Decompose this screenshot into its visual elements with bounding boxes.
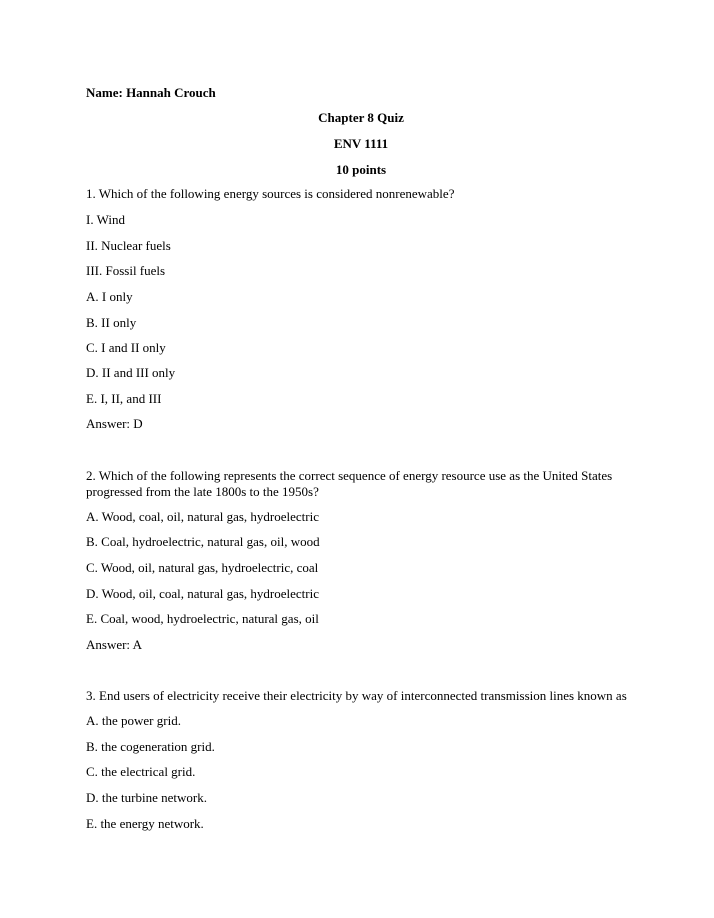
question-2-option: B. Coal, hydroelectric, natural gas, oil, wood	[86, 534, 320, 549]
course-code: ENV 1111	[333, 136, 389, 151]
question-2-text-line-1: 2. Which of the following represents the correct sequence of energy resource use as the United States	[86, 468, 613, 483]
question-3-option: B. the cogeneration grid.	[86, 739, 215, 754]
question-2-option: C. Wood, oil, natural gas, hydroelectric, coal	[86, 560, 319, 575]
question-2-option: D. Wood, oil, coal, natural gas, hydroelectric	[86, 586, 320, 601]
question-2-option: E. Coal, wood, hydroelectric, natural gas, oil	[86, 611, 319, 626]
question-2-option: A. Wood, coal, oil, natural gas, hydroelectric	[86, 509, 320, 524]
question-3-option: D. the turbine network.	[86, 790, 207, 805]
question-1-statement: II. Nuclear fuels	[86, 238, 171, 253]
question-1-option: C. I and II only	[86, 340, 166, 355]
question-3-option: A. the power grid.	[86, 713, 181, 728]
question-1-option: D. II and III only	[86, 365, 176, 380]
question-1-statement: I. Wind	[86, 212, 125, 227]
question-3-option: E. the energy network.	[86, 816, 204, 831]
question-1-answer: Answer: D	[86, 416, 143, 431]
quiz-title: Chapter 8 Quiz	[318, 110, 404, 125]
student-name: Name: Hannah Crouch	[86, 85, 216, 100]
question-3-option: C. the electrical grid.	[86, 764, 196, 779]
question-1-option: A. I only	[86, 289, 133, 304]
question-3-text: 3. End users of electricity receive their electricity by way of interconnected transmission lines known as	[86, 688, 627, 703]
question-2-text-line-2: progressed from the late 1800s to the 1950s?	[86, 484, 319, 499]
question-1-statement: III. Fossil fuels	[86, 263, 166, 278]
points-total: 10 points	[335, 162, 387, 177]
question-1-option: B. II only	[86, 315, 137, 330]
question-2-answer: Answer: A	[86, 637, 142, 652]
question-1-text: 1. Which of the following energy sources is considered nonrenewable?	[86, 186, 455, 201]
question-1-option: E. I, II, and III	[86, 391, 162, 406]
